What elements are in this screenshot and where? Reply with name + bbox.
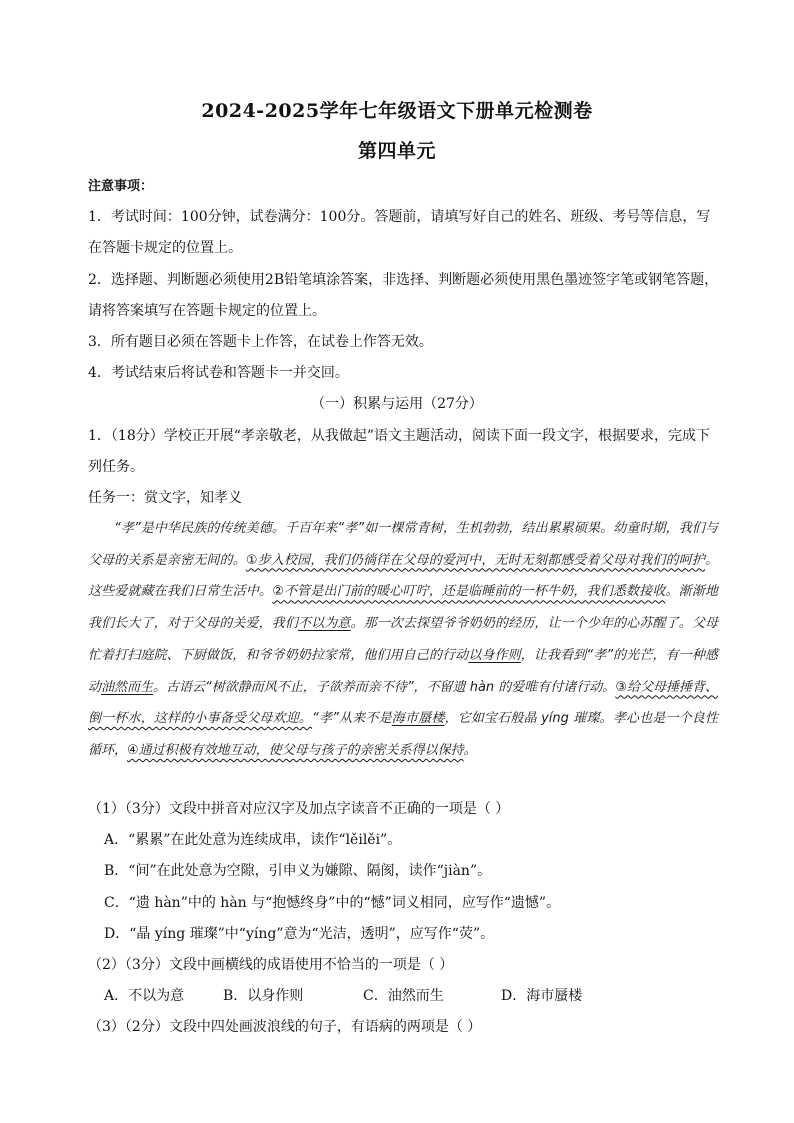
unit-subtitle: 第四单元 <box>357 140 436 162</box>
passage-text: 。那一次去探望爷爷奶奶的经历，让一个少年的心苏醒了。父母忙着打扫庭院、下厨做饭，和爷爷奶奶拉家常，他们用自己的行动 <box>88 616 718 663</box>
sub-question-1-option-d: D．“晶 yíng 璀璨”中“yíng”意为“光洁，透明”，应写作“荧”。 <box>104 926 495 942</box>
passage-text: ，它如宝石般晶 yíng 璀璨。孝心也是一个良性循环， <box>88 711 718 758</box>
sub-question-2-option-d: D．海市蜃楼 <box>501 988 583 1004</box>
sub-question-2-option-a: A．不以为意 <box>104 988 185 1004</box>
question-1-stem-cont: 列任务。 <box>88 459 144 475</box>
underlined-idiom-b: 以身作则 <box>468 647 521 663</box>
passage-text: 。 <box>463 742 477 758</box>
notice-item: 4．考试结束后将试卷和答题卡一并交回。 <box>88 365 349 381</box>
task-1-heading: 任务一：赏文字，知孝义 <box>88 490 242 506</box>
underlined-idiom-a: 不以为意 <box>298 616 351 632</box>
question-1-stem: 1．（18分）学校正开展“孝亲敬老，从我做起”语文主题活动，阅读下面一段文字，根据要求，完成下 <box>88 428 711 444</box>
underlined-idiom-d: 海市蜃楼 <box>391 711 445 727</box>
passage-text: ，让我看到“孝”的光芒，有一种感动 <box>88 647 718 695</box>
sub-question-1-option-a: A．“累累”在此处意为连续成串，读作“lěilěi”。 <box>104 832 402 848</box>
passage-text: 。渐渐地我们长大了，对于父母的关爱，我们 <box>88 584 718 632</box>
wavy-sentence-3: ③给父母捶捶背、倒一杯水，这样的小事备受父母欢迎。 <box>88 679 718 727</box>
notice-item: 3．所有题目必须在答题卡上作答，在试卷上作答无效。 <box>88 334 433 350</box>
sub-question-1-stem: （1）（3分）文段中拼音对应汉字及加点字读音不正确的一项是（ ） <box>88 801 510 817</box>
notice-item: 请将答案填写在答题卡规定的位置上。 <box>88 303 326 319</box>
wavy-sentence-4: ④通过积极有效地互动，使父母与孩子的亲密关系得以保持 <box>127 742 464 758</box>
passage-text: “孝”是中华民族的传统美德。千百年来“孝”如一棵常青树，生机勃勃，结出累累硕果。幼童时期，我们与父母的关系是亲密无间的。 <box>88 521 718 568</box>
sub-question-1-option-c: C．“遗 hàn”中的 hàn 与“抱憾终身”中的“憾”词义相同，应写作“遗憾”。 <box>104 895 561 911</box>
exam-title: 2024-2025学年七年级语文下册单元检测卷 <box>201 100 593 122</box>
sub-question-3-stem: （3）（2分）文段中四处画波浪线的句子，有语病的两项是（ ） <box>88 1019 482 1035</box>
notice-heading: 注意事项： <box>88 179 154 194</box>
reading-passage <box>88 513 718 767</box>
underlined-idiom-c: 油然而生 <box>101 679 154 695</box>
notice-item: 1．考试时间：100分钟，试卷满分：100分。答题前，请填写好自己的姓名、班级、考号等信息，写 <box>88 209 711 225</box>
wavy-sentence-2: ②不管是出门前的暖心叮咛，还是临睡前的一杯牛奶，我们悉数接收 <box>272 584 666 600</box>
wavy-sentence-1: ①步入校园，我们仍徜徉在父母的爱河中，无时无刻都感受着父母对我们的呵护 <box>245 552 705 568</box>
sub-question-2-option-b: B．以身作则 <box>223 988 304 1004</box>
notice-item: 2．选择题、判断题必须使用2B铅笔填涂答案，非选择、判断题必须使用黑色墨迹签字笔或钢笔答题， <box>88 272 719 288</box>
section-title: （一）积累与运用（27分） <box>311 396 483 412</box>
passage-text: 。这些爱就藏在我们日常生活中。 <box>88 552 718 600</box>
passage-text: “孝”从来不是 <box>312 711 392 727</box>
sub-question-1-option-b: B．“间”在此处意为空隙，引申义为嫌隙、隔阂，读作“jiàn”。 <box>104 863 492 879</box>
notice-item: 在答题卡规定的位置上。 <box>88 240 242 256</box>
passage-text: 。古语云“树欲静而风不止，子欲养而亲不待”，不留遗 hàn 的爱唯有付诸行动。 <box>153 679 616 695</box>
sub-question-2-stem: （2）（3分）文段中画横线的成语使用不恰当的一项是（ ） <box>88 957 454 973</box>
sub-question-2-option-c: C．油然而生 <box>363 988 444 1004</box>
